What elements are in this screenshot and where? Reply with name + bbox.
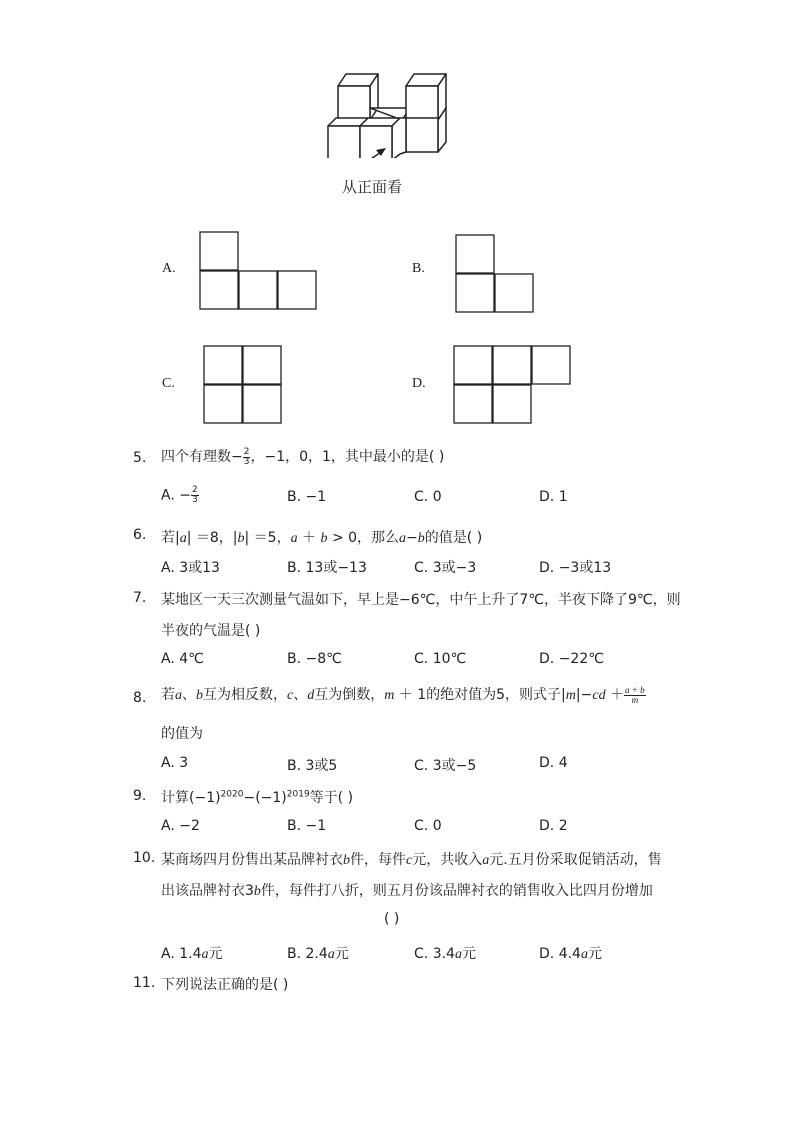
q6-text-5: > 0，那么: [327, 530, 400, 546]
q8-option-b-label: B.: [287, 758, 302, 774]
q9-option-d-label: D.: [539, 818, 555, 834]
q9-option-a-text: −2: [179, 818, 200, 834]
question-9-number: 9.: [133, 788, 147, 804]
q5-option-a-fraction: [191, 486, 199, 505]
figure-caption: 从正面看: [342, 180, 403, 196]
q10-option-b-label: B.: [287, 946, 302, 962]
q8-text-3: 互为相反数，: [203, 687, 287, 703]
q10-option-a-post: 元: [208, 946, 223, 962]
figure-option-d-shape: [453, 345, 573, 427]
q10-option-c-pre: 3.4: [432, 946, 455, 962]
q10-var-b: b: [343, 853, 350, 868]
question-10-line-3: ( ): [384, 911, 400, 927]
q9-text-2: −(−1): [243, 790, 287, 806]
q10-option-c-label: C.: [414, 946, 429, 962]
q7-option-a[interactable]: [161, 651, 204, 667]
q10-option-a[interactable]: [161, 943, 223, 963]
q6-option-b-label: B.: [287, 560, 302, 576]
q8-option-c-label: C.: [414, 758, 429, 774]
q10-option-c-var: a: [454, 947, 462, 962]
q10-text-1: 某商场四月份售出某品牌衬衣: [161, 852, 343, 868]
q9-option-c[interactable]: [414, 818, 442, 834]
question-10-number: 10.: [133, 850, 156, 866]
question-6-stem: [161, 527, 482, 547]
q10-option-d-label: D.: [539, 946, 555, 962]
q8-frac-den: m: [631, 694, 639, 705]
q10-var-b: b: [253, 884, 261, 899]
figure-option-c-shape: [203, 345, 285, 427]
question-9-stem: [161, 787, 353, 807]
cube-stack-figure: [320, 68, 460, 158]
q6-option-b[interactable]: [287, 557, 367, 577]
q8-option-d-label: D.: [539, 755, 555, 771]
q5-option-d-text: 1: [558, 489, 568, 505]
q7-option-b-text: −8℃: [305, 651, 342, 667]
q8-option-c[interactable]: [414, 755, 476, 775]
q5-option-d-label: D.: [539, 489, 555, 505]
q6-option-c-label: C.: [414, 560, 429, 576]
figure-option-b-shape: [455, 234, 537, 316]
question-5-number: 5.: [133, 450, 147, 466]
q10-option-b-pre: 2.4: [305, 946, 328, 962]
q8-option-b-text: 3或5: [305, 758, 338, 774]
q7-option-d-label: D.: [539, 651, 555, 667]
q8-var-c: c: [287, 688, 294, 703]
q9-text-1: 计算(−1): [161, 790, 221, 806]
q10-text-6: 件，每件打八折，则五月份该品牌衬衣的销售收入比四月份增加: [260, 883, 653, 899]
q5-option-a-sign: −: [179, 487, 191, 504]
q8-text-7: |−: [575, 687, 593, 703]
question-6-number: 6.: [133, 527, 147, 543]
q6-option-a-text: 3或13: [179, 560, 220, 576]
q10-option-d[interactable]: [539, 943, 602, 963]
q10-text-5: 出该品牌衬衣3: [161, 883, 254, 899]
q9-option-c-label: C.: [414, 818, 429, 834]
q6-option-a[interactable]: [161, 557, 220, 577]
q8-option-d-text: 4: [558, 755, 568, 771]
q8-option-b[interactable]: [287, 755, 337, 775]
question-10-line-2: [161, 880, 653, 900]
q8-var-m: m: [565, 688, 576, 703]
q6-text-7: 的值是( ): [424, 530, 483, 546]
q8-text-2: 、: [182, 687, 196, 703]
q10-option-b[interactable]: [287, 943, 349, 963]
q6-var-b: b: [237, 531, 245, 546]
q8-text-8: ＋: [605, 687, 625, 703]
q8-option-a[interactable]: [161, 755, 188, 771]
q9-exponent-1: 2020: [220, 789, 244, 800]
question-5-stem: [161, 446, 444, 467]
q9-option-a-label: A.: [161, 818, 175, 834]
q6-option-c-text: 3或−3: [432, 560, 477, 576]
q10-option-c[interactable]: [414, 943, 476, 963]
question-8-number: 8.: [133, 690, 147, 706]
q7-option-b-label: B.: [287, 651, 302, 667]
q5-option-b-text: −1: [305, 489, 327, 505]
q6-option-c[interactable]: [414, 557, 476, 577]
q5-option-a-label: A.: [161, 487, 175, 504]
q10-text-3: 元，共收入: [412, 852, 483, 868]
q5-stem-frac-num: 2: [243, 446, 250, 457]
q5-stem-pre: 四个有理数: [161, 449, 231, 465]
q9-text-3: 等于( ): [309, 790, 354, 806]
q10-text-4: 元.五月份采取促销活动，售: [489, 852, 662, 868]
q6-var-b: b: [417, 531, 425, 546]
q6-option-d-text: −3或13: [558, 560, 612, 576]
question-7-number: 7.: [133, 590, 147, 606]
question-7-line-1: 某地区一天三次测量气温如下，早上是−6℃，中午上升了7℃，半夜下降了9℃，则: [161, 592, 681, 608]
question-8-line-2: 的值为: [161, 726, 203, 742]
q10-option-a-var: a: [201, 947, 209, 962]
q9-option-b[interactable]: [287, 818, 326, 834]
q5-option-a-den: 3: [191, 495, 198, 505]
q5-option-a[interactable]: [161, 486, 199, 505]
q10-option-d-pre: 4.4: [558, 946, 581, 962]
q6-text-3: | ＝5，: [244, 530, 291, 546]
question-8-stem: [161, 684, 646, 705]
q10-var-c: c: [406, 853, 413, 868]
figure-option-c-label: C.: [162, 376, 175, 391]
q6-text-4: ＋: [297, 530, 321, 546]
q9-option-a[interactable]: [161, 818, 200, 834]
q10-option-d-post: 元: [587, 946, 602, 962]
q6-var-a: a: [399, 531, 407, 546]
q6-var-b: b: [320, 531, 328, 546]
q10-option-b-post: 元: [334, 946, 349, 962]
q7-option-d-text: −22℃: [558, 651, 604, 667]
q8-text-6: ＋ 1的绝对值为5，则式子|: [394, 687, 566, 703]
q8-option-d[interactable]: [539, 755, 568, 771]
q6-option-b-text: 13或−13: [305, 560, 367, 576]
q9-option-d-text: 2: [558, 818, 568, 834]
q8-option-c-text: 3或−5: [432, 758, 477, 774]
figure-option-b-label: B.: [412, 261, 425, 276]
q8-text-4: 、: [293, 687, 308, 703]
q7-option-a-label: A.: [161, 651, 175, 667]
q5-option-c-text: 0: [432, 489, 442, 505]
q8-var-cd: cd: [592, 688, 606, 703]
q5-option-c[interactable]: [414, 489, 442, 505]
q6-option-d-label: D.: [539, 560, 555, 576]
q8-frac-num: a + b: [625, 684, 645, 695]
q6-option-d[interactable]: [539, 557, 611, 577]
q9-exponent-2: 2019: [286, 789, 310, 800]
q6-var-a: a: [290, 531, 298, 546]
q5-option-a-num: 2: [191, 485, 198, 495]
q9-option-d[interactable]: [539, 818, 568, 834]
q7-option-a-text: 4℃: [179, 651, 204, 667]
q6-text-1: 若|: [161, 530, 180, 546]
q8-var-d: d: [307, 688, 315, 703]
question-7-line-2: 半夜的气温是( ): [161, 623, 261, 639]
q6-var-a: a: [179, 531, 187, 546]
q5-option-b[interactable]: [287, 489, 326, 505]
question-10-line-1: [161, 849, 662, 869]
q8-text-5: 互为倒数，: [314, 687, 385, 703]
q7-option-b[interactable]: [287, 651, 342, 667]
q8-var-b: b: [196, 688, 203, 703]
q9-option-c-text: 0: [432, 818, 442, 834]
q8-fraction: [624, 686, 646, 705]
q8-var-m: m: [384, 688, 395, 703]
q9-option-b-label: B.: [287, 818, 302, 834]
q5-stem-frac-sign: −: [231, 449, 243, 465]
q10-option-d-var: a: [580, 947, 588, 962]
q10-option-a-pre: 1.4: [179, 946, 202, 962]
q5-stem-post: ，−1，0，1，其中最小的是( ): [250, 449, 445, 465]
figure-option-a-shape: [199, 231, 319, 311]
q9-option-b-text: −1: [305, 818, 327, 834]
q7-option-d[interactable]: [539, 651, 604, 667]
q8-var-a: a: [175, 688, 182, 703]
q10-var-a: a: [482, 853, 490, 868]
q8-option-a-label: A.: [161, 755, 175, 771]
question-11-number: 11.: [133, 975, 156, 991]
figure-option-a-label: A.: [162, 261, 176, 276]
q10-option-a-label: A.: [161, 946, 175, 962]
q7-option-c-label: C.: [414, 651, 429, 667]
q6-text-6: −: [406, 530, 418, 546]
q8-text-1: 若: [161, 687, 175, 703]
question-11-stem: 下列说法正确的是( ): [161, 977, 289, 993]
q10-text-2: 件，每件: [350, 852, 406, 868]
q5-option-b-label: B.: [287, 489, 302, 505]
q5-stem-frac-den: 3: [243, 456, 250, 467]
q5-option-d[interactable]: [539, 489, 568, 505]
q5-option-c-label: C.: [414, 489, 429, 505]
figure-option-d-label: D.: [412, 376, 426, 391]
q10-option-c-post: 元: [461, 946, 476, 962]
q7-option-c[interactable]: [414, 651, 466, 667]
q6-option-a-label: A.: [161, 560, 175, 576]
q6-text-2: | ＝8，|: [186, 530, 238, 546]
q7-option-c-text: 10℃: [432, 651, 467, 667]
q8-option-a-text: 3: [179, 755, 189, 771]
q10-option-b-var: a: [327, 947, 335, 962]
